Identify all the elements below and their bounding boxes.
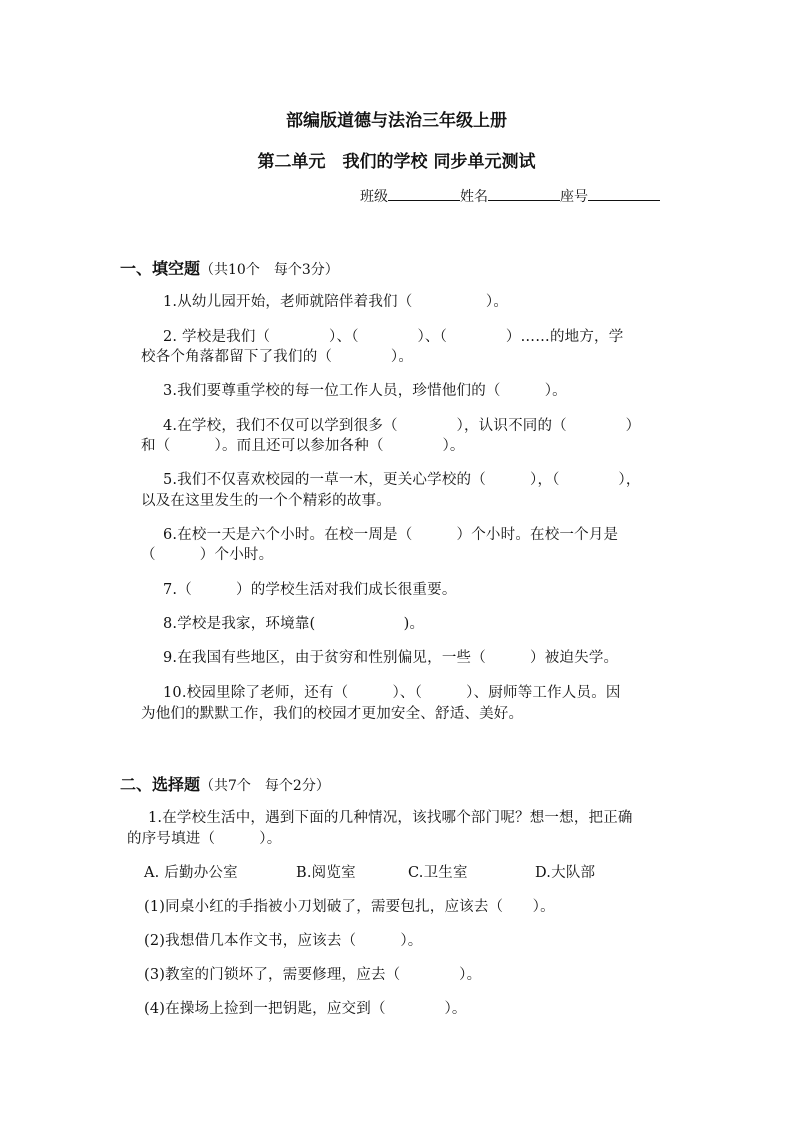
choice-question-line: 1.在学校生活中，遇到下面的几种情况，该找哪个部门呢？想一想，把正确 bbox=[148, 810, 633, 826]
worksheet-title: 部编版道德与法治三年级上册 bbox=[286, 111, 507, 131]
fill-question-line: 6.在校一天是六个小时。在校一周是（ ）个小时。在校一个月是 bbox=[163, 527, 619, 543]
worksheet-subtitle: 第二单元 我们的学校 同步单元测试 bbox=[257, 152, 536, 172]
fill-question-line: （ ）个小时。 bbox=[141, 547, 274, 563]
choice-item: (3)教室的门锁坏了，需要修理，应去（ ）。 bbox=[144, 967, 482, 983]
name-label: 姓名 bbox=[460, 189, 488, 205]
fill-question-line: 5.我们不仅喜欢校园的一草一木，更关心学校的（ ），（ ）， bbox=[163, 472, 641, 488]
choice-item: (4)在操场上捡到一把钥匙，应交到（ ）。 bbox=[144, 1001, 467, 1017]
fill-question-line: 为他们的默默工作，我们的校园才更加安全、舒适、美好。 bbox=[141, 706, 524, 722]
section-2-heading bbox=[120, 772, 330, 795]
section-1-heading bbox=[120, 256, 339, 279]
choice-option-c: C.卫生室 bbox=[408, 865, 468, 881]
section-1-note: （共10个 每个3分） bbox=[200, 262, 339, 278]
choice-option-a: A. 后勤办公室 bbox=[144, 865, 238, 881]
fill-question-line: 4.在学校，我们不仅可以学到很多（ ），认识不同的（ ） bbox=[163, 418, 641, 434]
choice-question-line: 的序号填进（ ）。 bbox=[127, 831, 282, 847]
class-label: 班级 bbox=[360, 189, 388, 205]
fill-question-line: 8.学校是我家，环境靠( )。 bbox=[163, 616, 425, 632]
fill-question-line: 2. 学校是我们（ ）、（ ）、（ ）……的地方，学 bbox=[163, 329, 624, 345]
choice-item: (2)我想借几本作文书，应该去（ ）。 bbox=[144, 933, 423, 949]
section-2-title: 二、选择题 bbox=[120, 775, 201, 794]
fill-question-line: 7.（ ）的学校生活对我们成长很重要。 bbox=[163, 582, 457, 598]
fill-question-line: 1.从幼儿园开始，老师就陪伴着我们（ ）。 bbox=[163, 294, 509, 310]
section-1-title: 一、填空题 bbox=[120, 259, 201, 278]
fill-question-line: 校各个角落都留下了我们的（ ）。 bbox=[141, 349, 414, 365]
student-info-line bbox=[360, 186, 660, 206]
section-2-note: （共7个 每个2分） bbox=[200, 778, 330, 794]
name-blank bbox=[488, 186, 560, 201]
fill-question-line: 和（ ）。而且还可以参加各种（ ）。 bbox=[141, 438, 465, 454]
choice-option-b: B.阅览室 bbox=[296, 865, 356, 881]
seat-blank bbox=[588, 186, 660, 201]
seat-label: 座号 bbox=[560, 189, 588, 205]
class-blank bbox=[388, 186, 460, 201]
choice-option-d: D.大队部 bbox=[535, 865, 596, 881]
fill-question-line: 3.我们要尊重学校的每一位工作人员，珍惜他们的（ ）。 bbox=[163, 383, 567, 399]
choice-item: (1)同桌小红的手指被小刀划破了，需要包扎，应该去（ ）。 bbox=[144, 899, 555, 915]
fill-question-line: 9.在我国有些地区，由于贫穷和性别偏见，一些（ ）被迫失学。 bbox=[163, 650, 619, 666]
fill-question-line: 10.校园里除了老师，还有（ ）、（ ）、厨师等工作人员。因 bbox=[163, 685, 621, 701]
fill-question-line: 以及在这里发生的一个个精彩的故事。 bbox=[141, 493, 391, 509]
